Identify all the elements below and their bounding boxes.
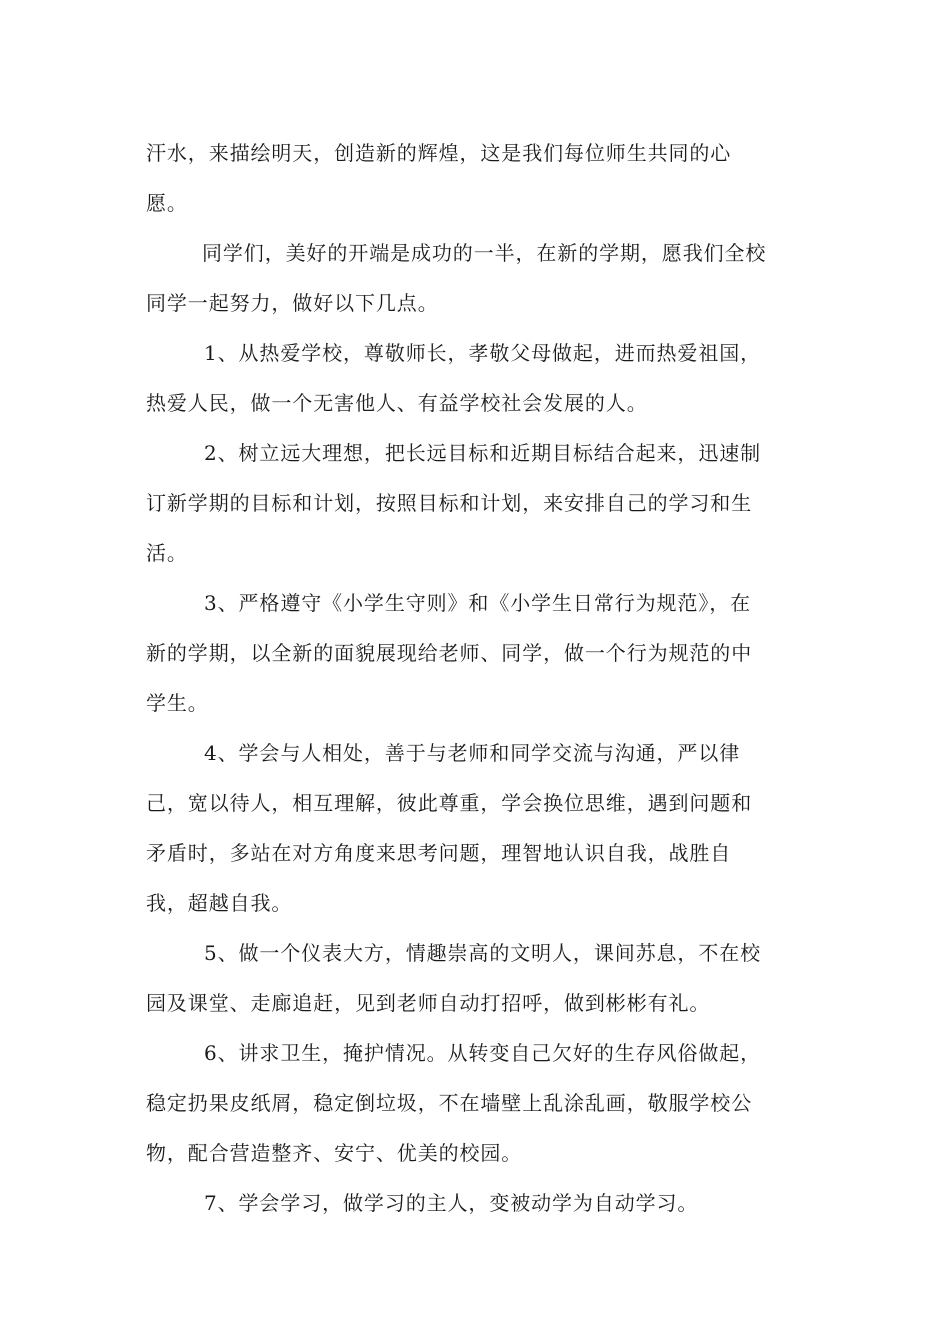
paragraph-point-5	[146, 928, 810, 1028]
paragraph-closing-wish	[146, 128, 810, 228]
text-line: 汗水，来描绘明天，创造新的辉煌，这是我们每位师生共同的心	[146, 141, 732, 165]
text-line: 活。	[146, 541, 188, 565]
text-line: 订新学期的目标和计划，按照目标和计划，来安排自己的学习和生	[146, 491, 753, 515]
paragraph-point-6	[146, 1028, 810, 1178]
paragraph-point-3	[146, 578, 810, 728]
text-line: 稳定扔果皮纸屑，稳定倒垃圾，不在墙壁上乱涂乱画，敬服学校公	[146, 1091, 753, 1115]
text-line: 1、从热爱学校，尊敬师长，孝敬父母做起，进而热爱祖国，	[204, 341, 762, 365]
text-line: 4、学会与人相处，善于与老师和同学交流与沟通，严以律	[204, 741, 741, 765]
text-line: 7、学会学习，做学习的主人，变被动学为自动学习。	[204, 1191, 699, 1215]
document-page	[146, 128, 810, 1228]
paragraph-point-1	[146, 328, 810, 428]
text-line: 2、树立远大理想，把长远目标和近期目标结合起来，迅速制	[204, 441, 762, 465]
text-line: 物，配合营造整齐、安宁、优美的校园。	[146, 1141, 523, 1165]
text-line: 愿。	[146, 191, 188, 215]
paragraph-intro	[146, 228, 810, 328]
text-line: 同学们，美好的开端是成功的一半，在新的学期，愿我们全校	[202, 241, 767, 265]
paragraph-point-4	[146, 728, 810, 928]
text-line: 学生。	[146, 691, 209, 715]
text-line: 6、讲求卫生，掩护情况。从转变自己欠好的生存风俗做起，	[204, 1041, 762, 1065]
text-line: 园及课堂、走廊追赶，见到老师自动打招呼，做到彬彬有礼。	[146, 991, 711, 1015]
text-line: 矛盾时，多站在对方角度来思考问题，理智地认识自我，战胜自	[146, 841, 732, 865]
text-line: 5、做一个仪表大方，情趣崇高的文明人，课间苏息，不在校	[204, 941, 762, 965]
text-line: 我，超越自我。	[146, 891, 293, 915]
text-line: 新的学期，以全新的面貌展现给老师、同学，做一个行为规范的中	[146, 641, 753, 665]
paragraph-point-2	[146, 428, 810, 578]
text-line: 3、严格遵守《小学生守则》和《小学生日常行为规范》，在	[204, 591, 752, 615]
text-line: 己，宽以待人，相互理解，彼此尊重，学会换位思维，遇到问题和	[146, 791, 753, 815]
text-line: 热爱人民，做一个无害他人、有益学校社会发展的人。	[146, 391, 648, 415]
text-line: 同学一起努力，做好以下几点。	[146, 291, 439, 315]
paragraph-point-7	[146, 1178, 810, 1228]
